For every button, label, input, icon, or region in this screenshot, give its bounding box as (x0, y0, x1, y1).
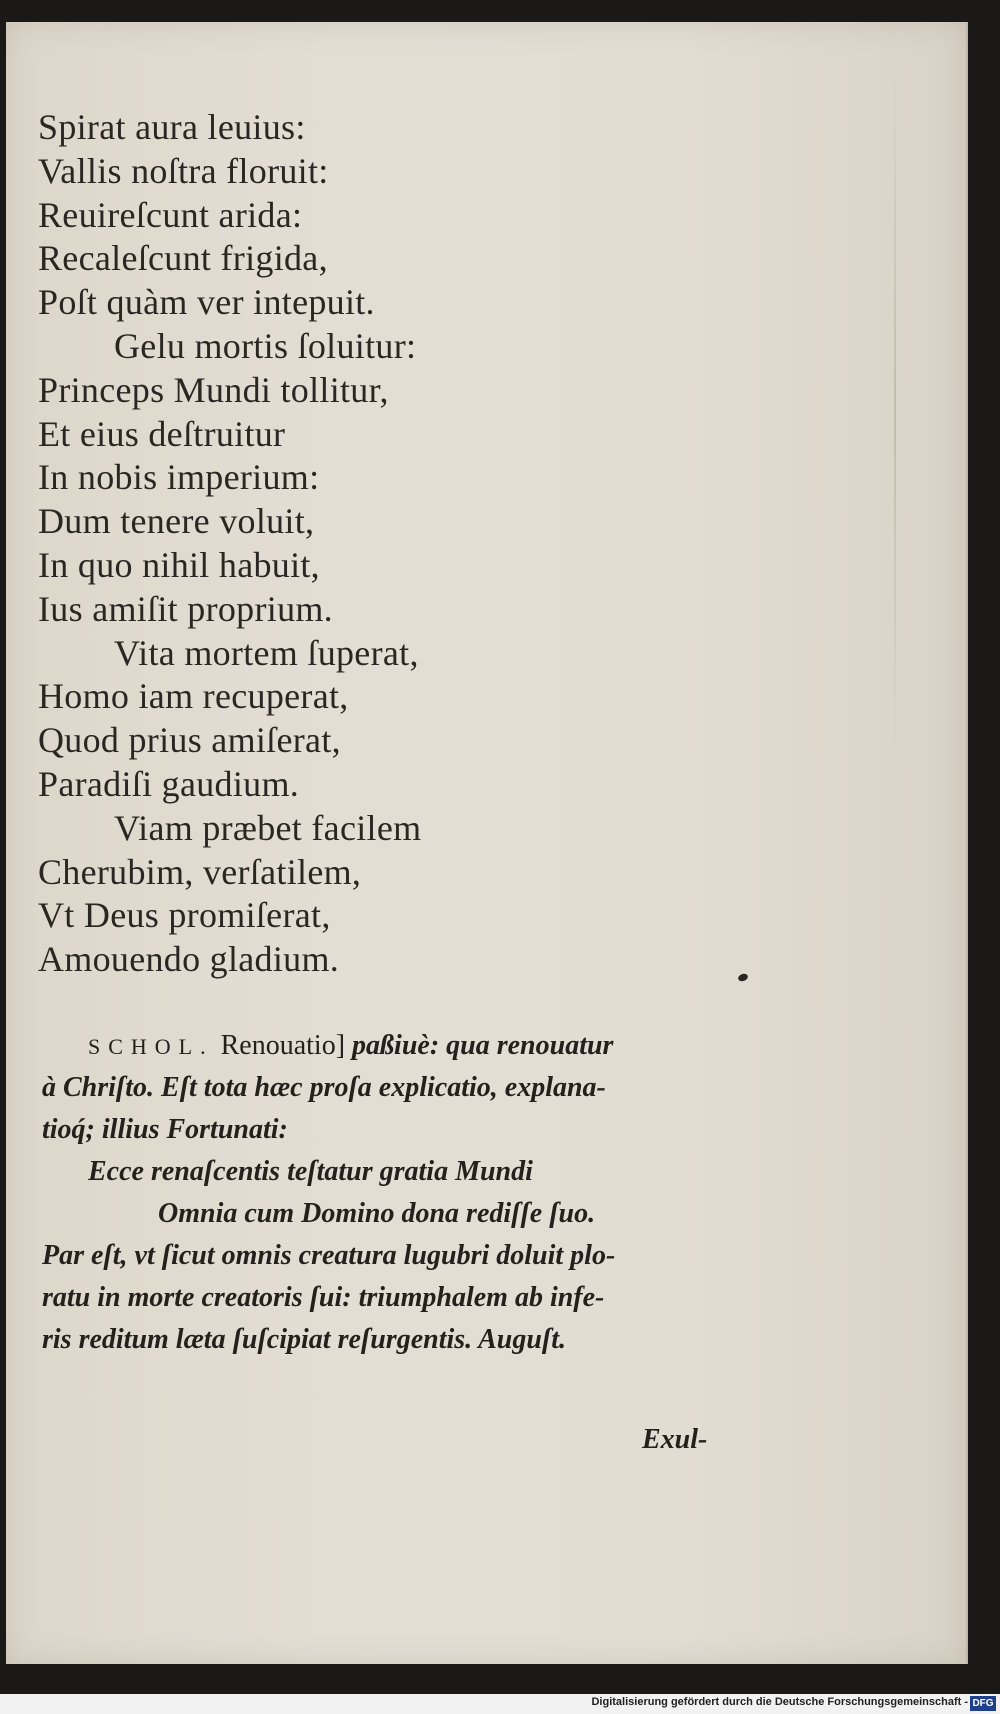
book-page (6, 22, 968, 1664)
catchword: Exul- (642, 1424, 708, 1455)
poem-line: Gelu mortis ſoluitur: (114, 325, 417, 366)
scholia-line: tioq́; illius Fortunati: (42, 1114, 288, 1145)
poem-line: Quod prius amiſerat, (38, 720, 341, 761)
poem-line: Amouendo gladium. (38, 939, 340, 980)
scholia-line: ratu in morte creatoris ſui: triumphalem ab infe- (42, 1282, 605, 1313)
dfg-logo[interactable]: DFG (970, 1696, 996, 1711)
scholia-block (42, 1025, 732, 1361)
scholia-label: SCHOL. (88, 1034, 214, 1059)
poem-line: Spirat aura leuius: (38, 107, 306, 147)
scholia-text: paßiuè: qua renouatur (352, 1030, 614, 1061)
scholia-verse: Omnia cum Domino dona rediſſe ſuo. (158, 1198, 596, 1229)
poem-line: Viam præbet facilem (114, 807, 422, 848)
poem-line: Dum tenere voluit, (38, 501, 315, 542)
poem-line: Recaleſcunt frigida, (38, 238, 328, 279)
poem-line: Paradiſi gaudium. (38, 763, 300, 804)
poem-line: Ius amiſit proprium. (38, 588, 333, 629)
poem-line: Et eius deſtruitur (38, 413, 286, 454)
poem-line: Princeps Mundi tollitur, (38, 369, 389, 410)
poem-line: Cherubim, verſatilem, (38, 851, 362, 892)
footer-bar (0, 1694, 1000, 1714)
scholia-line (42, 1025, 732, 1067)
scholia-line: Par eſt, vt ſicut omnis creatura lugubri doluit plo- (42, 1240, 616, 1271)
poem-text (38, 106, 421, 982)
scholia-verse: Ecce renaſcentis teſtatur gratia Mundi (88, 1156, 533, 1187)
ink-mark (737, 973, 749, 983)
page-crease (894, 62, 896, 762)
poem-line: Homo iam recuperat, (38, 676, 349, 717)
scholia-lemma: Renouatio] (220, 1030, 346, 1061)
poem-line: Vt Deus promiſerat, (38, 895, 331, 936)
poem-line: Vallis noſtra floruit: (38, 150, 329, 191)
poem-line: In quo nihil habuit, (38, 544, 320, 585)
poem-line: Poſt quàm ver intepuit. (38, 282, 375, 323)
poem-line: Reuireſcunt arida: (38, 194, 303, 235)
footer-credit: Digitalisierung gefördert durch die Deutsche Forschungsgemeinschaft - (591, 1696, 968, 1708)
poem-line: In nobis imperium: (38, 457, 320, 498)
scholia-line: ris reditum læta ſuſcipiat reſurgentis. Auguſt. (42, 1324, 567, 1355)
scholia-line: à Chriſto. Eſt tota hæc proſa explicatio, explana- (42, 1072, 606, 1103)
poem-line: Vita mortem ſuperat, (114, 632, 419, 673)
